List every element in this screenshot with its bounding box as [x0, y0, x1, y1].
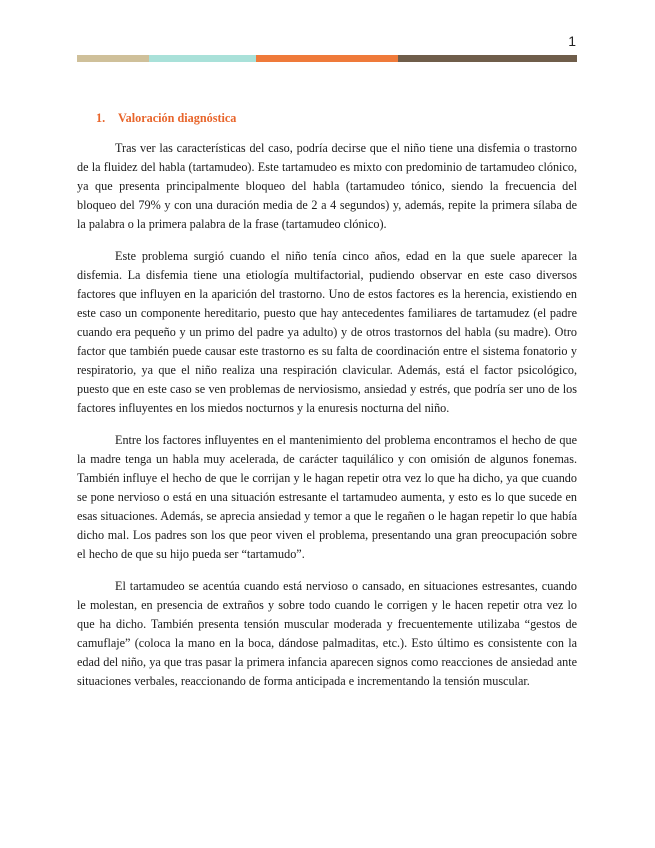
section-number: 1. [96, 111, 106, 125]
page-number: 1 [568, 33, 576, 49]
brown-segment [398, 55, 577, 62]
body-text [77, 139, 577, 704]
section-heading [96, 111, 236, 126]
orange-segment [256, 55, 398, 62]
paragraph: Este problema surgió cuando el niño tenía cinco años, edad en la que suele aparecer la disfemia. La disfemia tiene una etiología multifactorial, pudiendo observar en este caso diversos factores que influyen en la aparición del trastorno. Uno de estos factores es la herencia, existiendo en este caso un componente hereditario, puesto que hay antecedentes familiares de tartamudez (el padre cuando era pequeño y un primo del padre ya adulto) y de otros trastornos del habla (su madre). Otro factor que también puede causar este trastorno es su falta de coordinación entre el sistema fonatorio y respiratorio, ya que el niño realiza una respiración clavicular. Además, está el factor psicológico, puesto que en este caso se ven problemas de nerviosismo, ansiedad y estrés, que podría ser uno de los factores influyentes en los miedos nocturnos y la enuresis nocturna del niño. [77, 249, 577, 415]
paragraph: El tartamudeo se acentúa cuando está nervioso o cansado, en situaciones estresantes, cuando le molestan, en presencia de extraños y sobre todo cuando le corrigen y le hacen repetir otra vez lo que ha dicho. También presenta tensión muscular moderada y frecuentemente utilizaba “gestos de camuflaje” (coloca la mano en la boca, dándose palmaditas, etc.). Esto último es consistente con la edad del niño, ya que tras pasar la primera infancia aparecen signos como reacciones de ansiedad ante situaciones verbales, reaccionando de forma anticipada e incrementando la tensión muscular. [77, 579, 577, 688]
teal-segment [149, 55, 256, 62]
paragraph: Entre los factores influyentes en el mantenimiento del problema encontramos el hecho de que la madre tenga un habla muy acelerada, de carácter taquilálico y con omisión de algunos fonemas. También influye el hecho de que le corrijan y le hagan repetir otra vez lo que ha dicho, ya que cuando se pone nervioso o está en una situación estresante el tartamudeo aumenta, y esto es lo que sucede en esas situaciones. Además, se aprecia ansiedad y temor a que le regañen o le hagan repetir lo que había dicho mal. Los padres son los que peor viven el problema, presentando una gran preocupación sobre el hecho de que su hijo pueda ser “tartamudo”. [77, 433, 577, 561]
tan-segment [77, 55, 149, 62]
paragraph: Tras ver las características del caso, podría decirse que el niño tiene una disfemia o trastorno de la fluidez del habla (tartamudeo). Este tartamudeo es mixto con predominio de tartamudeo clónico, ya que presenta principalmente bloqueo del habla (tartamudeo tónico, siendo la frecuencia del bloqueo del 79% y con una duración media de 2 a 4 segundos) y, además, repite la primera sílaba de la palabra o la primera palabra de la frase (tartamudeo clónico). [77, 141, 577, 231]
header-color-band [77, 55, 577, 62]
section-title: Valoración diagnóstica [118, 111, 237, 125]
